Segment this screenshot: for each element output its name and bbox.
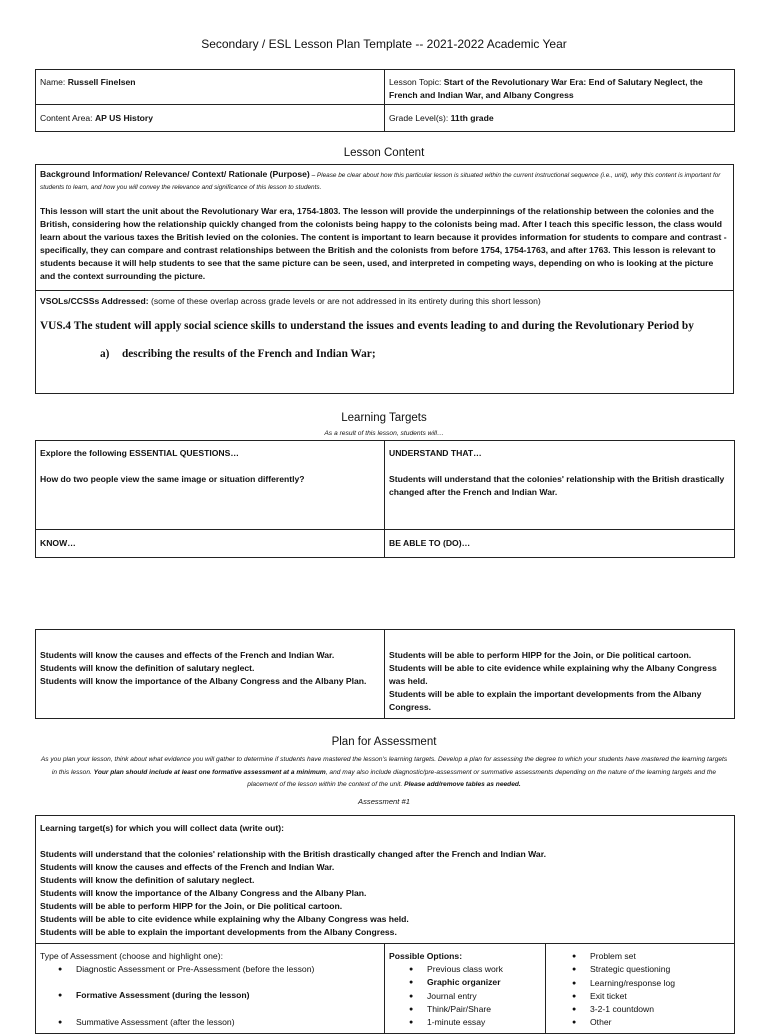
background-cell [36, 165, 734, 291]
do-item: Students will be able to explain the important developments from the Albany Congress. [389, 689, 702, 712]
content-area-value: AP US History [94, 113, 154, 123]
standards-note: (some of these overlap across grade levels or are not addressed in its entirety during this short lesson) [148, 296, 541, 306]
target-item: Students will know the causes and effects of the French and Indian War. [40, 862, 335, 872]
more-options-cell [546, 944, 735, 1034]
lesson-content-table [35, 164, 734, 394]
understand-label: UNDERSTAND THAT… [389, 448, 482, 458]
standard-main: VUS.4 The student will apply social science skills to understand the issues and events leading to and during the Revolutionary Period by [40, 320, 694, 332]
target-item: Students will be able to perform HIPP for the Join, or Die political cartoon. [40, 901, 343, 911]
assessment-type-option-selected: ● Formative Assessment (during the lesson) [76, 989, 380, 1002]
standards-label: VSOLs/CCSSs Addressed: [40, 296, 149, 306]
option-item: ● Exit ticket [590, 990, 730, 1003]
header-table [35, 69, 735, 132]
option-item: ● 3-2-1 countdown [590, 1003, 730, 1016]
assessment-type-list [40, 963, 380, 1029]
name-cell [36, 70, 385, 105]
assessment-table [35, 815, 735, 1034]
know-item: Students will know the definition of salutary neglect. [40, 663, 255, 673]
standards-cell [36, 291, 734, 394]
assessment-intro [40, 754, 728, 792]
targets-label: Learning target(s) for which you will collect data (write out): [40, 823, 284, 833]
possible-options-list [389, 963, 541, 1029]
do-item: Students will be able to cite evidence while explaining why the Albany Congress was held. [389, 663, 717, 686]
learning-targets-subheading: As a result of this lesson, students will… [324, 430, 444, 437]
know-header-cell [36, 530, 385, 558]
option-item: ● Journal entry [427, 990, 541, 1003]
possible-options-cell [385, 944, 546, 1034]
background-label: Background Information/ Relevance/ Context/ Rationale (Purpose) [40, 169, 310, 179]
know-do-table [35, 629, 735, 719]
assessment-type-cell [36, 944, 385, 1034]
learning-targets-data-cell [36, 816, 735, 944]
grade-level-value: 11th grade [450, 113, 494, 123]
assessment-type-label: Type of Assessment (choose and highlight one): [40, 951, 223, 961]
target-item: Students will know the definition of salutary neglect. [40, 875, 255, 885]
know-items-cell [36, 630, 385, 719]
lesson-topic-cell [385, 70, 735, 105]
lesson-topic-label: Lesson Topic: [389, 77, 442, 87]
assessment-intro-2: , and may also include diagnostic/pre-assessment or summative assessments depending on the nature of the learning targets and the placement of the lesson within the context of the unit. [247, 768, 717, 788]
background-text: This lesson will start the unit about the Revolutionary War era, 1754-1803. The lesson will provide the underpinnings of the relationship between the colonies and the British, considering how the relationship quickly changed from the colonists being happy to the colonists being mad. After I teach this specific lesson, the class would learn about the various taxes the British levied on the colonies. The content is important to learn because it provides information for students to compare and contrast - specifically, they can compare and contrast relationships between the British and the colonists from before 1754, 1754-1763, and after 1763. This lesson is relevant to students because it will help students to see that the same picture can be seen, used, and interpreted in competing ways, depending on who is looking at the picture and the context surrounding the picture. [40, 206, 727, 281]
target-item: Students will understand that the colonies' relationship with the British drastically changed after the French and Indian War. [40, 849, 546, 859]
lesson-content-heading: Lesson Content [343, 147, 425, 159]
standard-sub-text: describing the results of the French and Indian War; [122, 348, 376, 360]
target-item: Students will be able to explain the important developments from the Albany Congress. [40, 927, 397, 937]
background-instructions: – Please be clear about how this particular lesson is situated within the current instructional sequence (i.e., unit), why this content is important for students to learn, and how you will convey the relevance and significance of this lesson to students. [40, 172, 721, 191]
assessment-intro-1: As you plan your lesson, think about what evidence you will gather to determine if students have mastered the lesson's learning targets. Develop a plan for assessing the degree to which your students have mastered the learning targets in this lesson. [40, 756, 728, 776]
more-options-list [550, 950, 730, 1030]
know-item: Students will know the causes and effects of the French and Indian War. [40, 650, 335, 660]
know-label: KNOW… [40, 538, 76, 548]
assessment-type-option: ● Summative Assessment (after the lesson) [76, 1016, 380, 1029]
assessment-type-option: ● Diagnostic Assessment or Pre-Assessment (before the lesson) [76, 963, 380, 976]
option-item: ● 1-minute essay [427, 1016, 541, 1029]
do-items-cell [385, 630, 735, 719]
option-item: ● Previous class work [427, 963, 541, 976]
essential-questions-label: Explore the following ESSENTIAL QUESTIONS… [40, 448, 239, 458]
learning-targets-table [35, 440, 735, 558]
document-title: Secondary / ESL Lesson Plan Template -- 2021-2022 Academic Year [201, 37, 567, 51]
option-item-selected: ● Graphic organizer [427, 976, 541, 989]
lesson-topic-value: Start of the Revolutionary War Era: End of Salutary Neglect, the French and Indian War, and Albany Congress [389, 77, 703, 100]
option-item: ● Strategic questioning [590, 963, 730, 976]
standard-sub [40, 348, 729, 361]
content-area-label: Content Area: [40, 113, 93, 123]
learning-targets-heading: Learning Targets [341, 412, 427, 424]
name-value: Russell Finelsen [67, 77, 136, 87]
grade-level-cell [385, 105, 735, 132]
do-header-cell [385, 530, 735, 558]
understand-cell [385, 441, 735, 530]
option-item: ● Other [590, 1016, 730, 1029]
name-label: Name: [40, 77, 66, 87]
assessment-intro-bold-1: Your plan should include at least one formative assessment at a minimum [93, 768, 326, 776]
do-label: BE ABLE TO (DO)… [389, 538, 471, 548]
essential-question: How do two people view the same image or situation differently? [40, 474, 305, 484]
possible-options-label: Possible Options: [389, 951, 463, 961]
assessment-number: Assessment #1 [358, 797, 410, 806]
grade-level-label: Grade Level(s): [389, 113, 449, 123]
understand-text: Students will understand that the colonies' relationship with the British drastically changed after the French and Indian War. [389, 474, 725, 497]
assessment-heading: Plan for Assessment [331, 736, 437, 748]
standard-sub-marker: a) [100, 348, 110, 360]
target-item: Students will know the importance of the Albany Congress and the Albany Plan. [40, 888, 367, 898]
option-item: ● Think/Pair/Share [427, 1003, 541, 1016]
content-area-cell [36, 105, 385, 132]
do-item: Students will be able to perform HIPP for the Join, or Die political cartoon. [389, 650, 692, 660]
essential-questions-cell [36, 441, 385, 530]
option-item: ● Learning/response log [590, 977, 730, 990]
assessment-intro-bold-2: Please add/remove tables as needed. [404, 781, 521, 788]
target-item: Students will be able to cite evidence while explaining why the Albany Congress was held. [40, 914, 409, 924]
option-item: ● Problem set [590, 950, 730, 963]
know-item: Students will know the importance of the Albany Congress and the Albany Plan. [40, 676, 367, 686]
